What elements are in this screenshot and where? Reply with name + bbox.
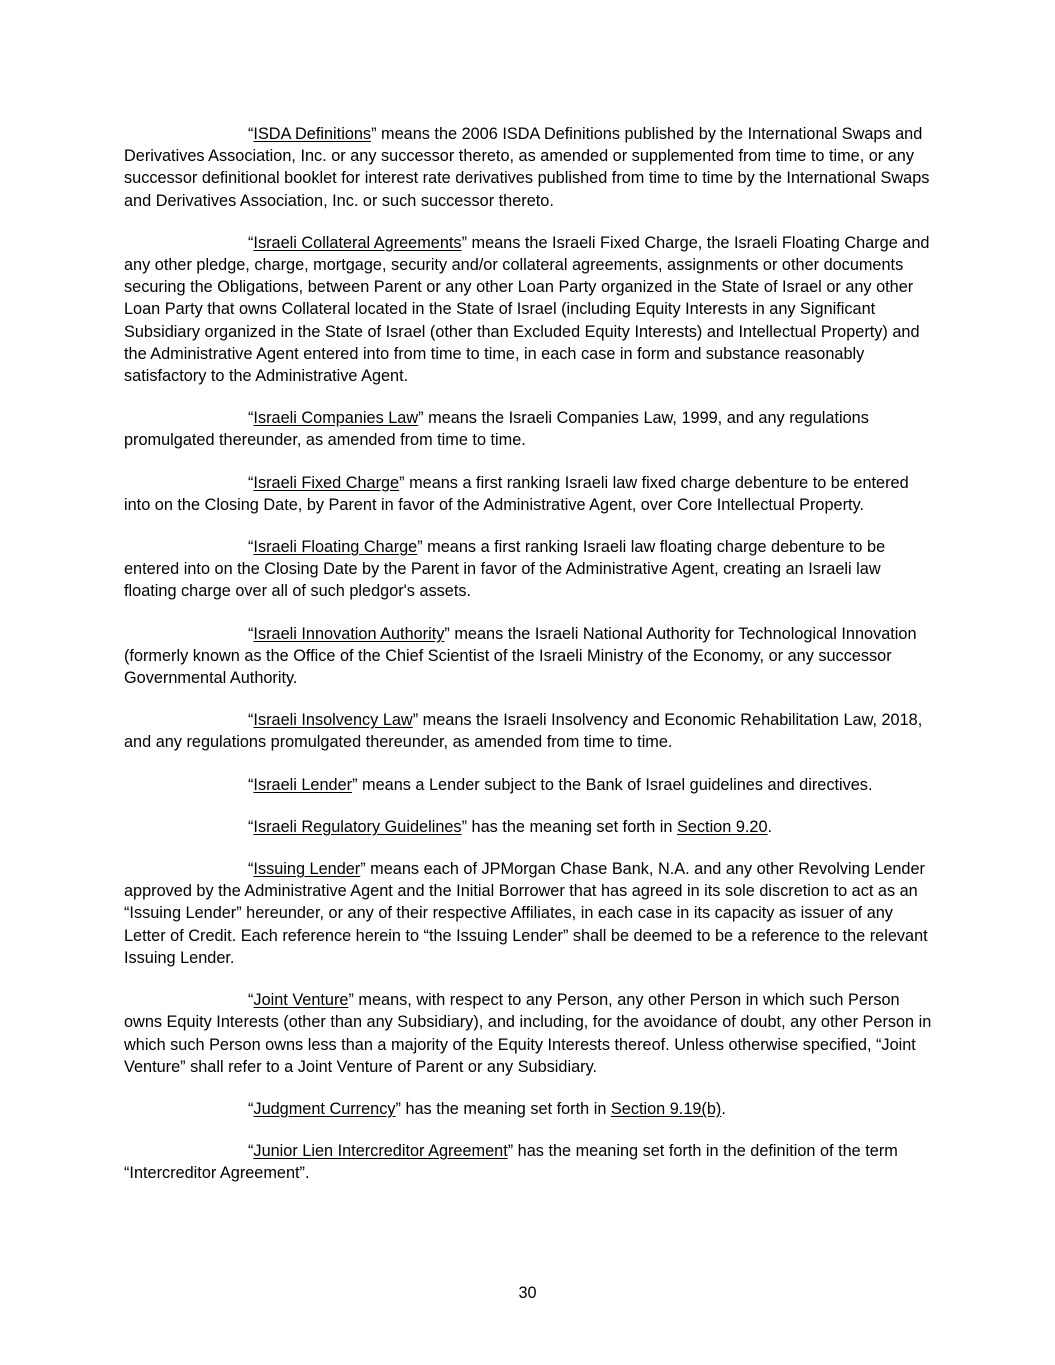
definition-body: has the meaning set forth in the definition of the term “Intercreditor Agreement”. <box>124 1142 898 1183</box>
defined-term: Joint Venture <box>253 991 349 1010</box>
definition-israeli-collateral-agreements <box>124 232 932 387</box>
close-quote: ” <box>417 538 423 557</box>
defined-term: Israeli Innovation Authority <box>253 624 445 643</box>
defined-term: Judgment Currency <box>253 1099 396 1118</box>
close-quote: ” <box>444 624 450 643</box>
definition-body: means a first ranking Israeli law floating charge debenture to be entered into on the Closing Date by the Parent in favor of the Administrative Agent, creating an Israeli law floating charge over all of such pledgor's assets. <box>124 538 886 601</box>
close-quote: ” <box>348 991 354 1010</box>
open-quote: “ <box>248 125 254 143</box>
defined-term: Israeli Lender <box>253 775 353 794</box>
open-quote: “ <box>248 233 254 252</box>
close-quote: ” <box>371 125 377 143</box>
close-quote: ” <box>399 473 405 492</box>
definition-tail: . <box>767 817 773 836</box>
definition-israeli-insolvency-law <box>124 709 932 753</box>
open-quote: “ <box>248 817 254 836</box>
definition-body: means the Israeli Insolvency and Economic Rehabilitation Law, 2018, and any regulations promulgated thereunder, as amended from time to time. <box>124 711 923 752</box>
page-number: 30 <box>518 1284 537 1302</box>
definition-body: has the meaning set forth in <box>467 817 677 836</box>
definition-israeli-floating-charge <box>124 536 932 603</box>
definition-israeli-innovation-authority <box>124 623 932 690</box>
defined-term: ISDA Definitions <box>253 125 372 143</box>
definition-israeli-companies-law <box>124 407 932 451</box>
section-cross-reference[interactable]: Section 9.20 <box>676 817 768 836</box>
open-quote: “ <box>248 775 254 794</box>
open-quote: “ <box>248 409 254 428</box>
open-quote: “ <box>248 1142 254 1161</box>
defined-term: Israeli Insolvency Law <box>253 711 413 730</box>
definition-junior-lien-intercreditor-agreement <box>124 1140 932 1184</box>
open-quote: “ <box>248 991 254 1010</box>
definition-israeli-lender <box>124 774 932 796</box>
open-quote: “ <box>248 860 254 879</box>
open-quote: “ <box>248 711 254 730</box>
definition-body: means the 2006 ISDA Definitions published by the International Swaps and Derivatives Association, Inc. or any successor thereto, as amended or supplemented from time to time, or any successor definitional booklet for interest rate derivatives published from time to time by the International Swaps and Derivatives Association, Inc. or such successor thereto. <box>124 125 930 210</box>
document-page <box>124 123 932 1205</box>
close-quote: ” <box>461 233 467 252</box>
close-quote: ” <box>395 1099 401 1118</box>
definition-body: means the Israeli National Authority for Technological Innovation (formerly known as the Office of the Chief Scientist of the Israeli Ministry of the Economy, or any successor Governmental Authority. <box>124 624 917 688</box>
close-quote: ” <box>412 711 419 730</box>
defined-term: Israeli Companies Law <box>253 409 419 428</box>
close-quote: ” <box>360 860 366 879</box>
definition-body: means, with respect to any Person, any other Person in which such Person owns Equity Interests (other than any Subsidiary), and including, for the avoidance of doubt, any other Person in which such Person owns less than a majority of the Equity Interests thereof. Unless otherwise specified, “Joint Venture” shall refer to a Joint Venture of Parent or any Subsidiary. <box>124 991 932 1076</box>
open-quote: “ <box>248 624 254 643</box>
definition-tail: . <box>721 1099 726 1118</box>
close-quote: ” <box>418 409 424 428</box>
definition-body: means each of JPMorgan Chase Bank, N.A. and any other Revolving Lender approved by the Administrative Agent and the Initial Borrower that has agreed in its sole discretion to act as an “Issuing Lender” hereunder, or any of their respective Affiliates, in each case in its capacity as issuer of any Letter of Credit. Each reference herein to “the Issuing Lender” shall be deemed to be a reference to the relevant Issuing Lender. <box>124 860 928 967</box>
close-quote: ” <box>352 775 358 794</box>
defined-term: Israeli Collateral Agreements <box>253 233 462 252</box>
close-quote: ” <box>461 817 467 836</box>
definition-israeli-regulatory-guidelines <box>124 816 932 838</box>
open-quote: “ <box>248 473 254 492</box>
open-quote: “ <box>248 538 254 557</box>
defined-term: Issuing Lender <box>253 860 361 879</box>
definition-body: has the meaning set forth in <box>400 1099 611 1118</box>
definition-israeli-fixed-charge <box>124 472 932 516</box>
definition-body: means the Israeli Companies Law, 1999, and any regulations promulgated thereunder, as amended from time to time. <box>124 409 869 450</box>
definition-isda-definitions <box>124 123 932 212</box>
defined-term: Israeli Fixed Charge <box>253 473 400 492</box>
defined-term: Junior Lien Intercreditor Agreement <box>253 1142 508 1161</box>
definition-body: means a first ranking Israeli law fixed charge debenture to be entered into on the Closing Date, by Parent in favor of the Administrative Agent, over Core Intellectual Property. <box>124 473 909 514</box>
defined-term: Israeli Floating Charge <box>253 538 418 557</box>
definition-body: means the Israeli Fixed Charge, the Israeli Floating Charge and any other pledge, charge, mortgage, security and/or collateral agreements, assignments or other documents securing the Obligations, between Parent or any other Loan Party organized in the State of Israel or any other Loan Party that owns Collateral located in the State of Israel (including Equity Interests in any Significant Subsidiary organized in the State of Israel (other than Excluded Equity Interests) and Intellectual Property) and the Administrative Agent entered into from time to time, in each case in form and substance reasonably satisfactory to the Administrative Agent. <box>124 233 930 386</box>
section-cross-reference[interactable]: Section 9.19(b) <box>610 1099 722 1118</box>
definition-joint-venture <box>124 989 932 1078</box>
defined-term: Israeli Regulatory Guidelines <box>253 817 462 836</box>
definition-issuing-lender <box>124 858 932 969</box>
open-quote: “ <box>248 1099 254 1118</box>
definition-judgment-currency <box>124 1098 932 1120</box>
close-quote: ” <box>507 1142 514 1161</box>
definition-body: means a Lender subject to the Bank of Israel guidelines and directives. <box>357 775 873 794</box>
